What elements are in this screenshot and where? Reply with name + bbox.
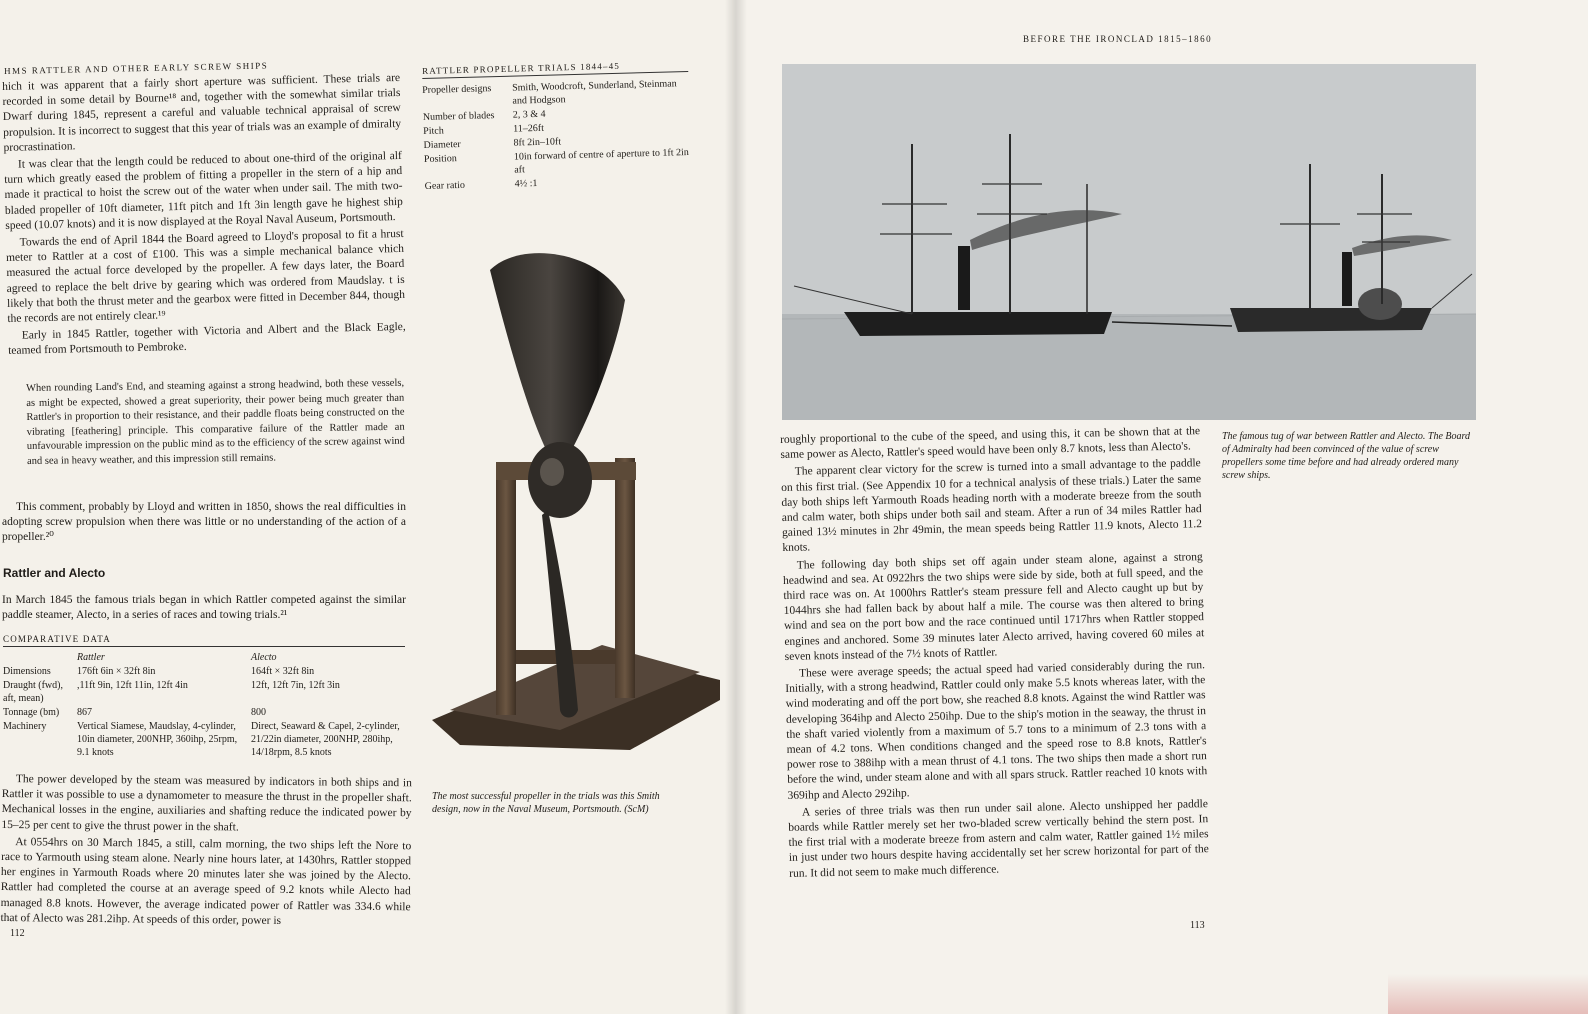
col-header-alecto: Alecto	[251, 652, 277, 663]
col-header-rattler: Rattler	[77, 652, 105, 663]
paragraph: These were average speeds; the actual speed had varied considerably during the run. Initially, with a strong headwind, Rattler could only make 5.5 knots whereas later, with the wind moderating and off the port bow, she reached 8.8 knots. Against the wind Rattler was developing 364ihp and Alecto 250ihp. Due to the ship's motion in the seaway, the thrust in the shaft varied violently from a maximum of 5.7 tons to a minimum of 2.3 tons with a mean of 4.2 tons. When conditions changed and the speed rose to 8.8 knots, Rattler's power rose to 388ihp with a mean thrust of 4.1 tons. The two ships then made a short run before the wind, under steam alone and with all spars struck. Rattler reached 10 knots with 369ihp and Alecto 292ihp.	[785, 659, 1208, 802]
propeller-photo	[430, 240, 720, 780]
rattler-value: 867	[77, 707, 92, 718]
right-page-number: 113	[1190, 920, 1205, 931]
row-value: 10in forward of centre of aperture to 1ft 2in aft	[513, 147, 689, 176]
table-row	[3, 706, 409, 720]
paragraph: Towards the end of April 1844 the Board agreed to Lloyd's proposal to fit a hrust meter to Rattler at a cost of £100. This was a simple mechanical balance vhich measured the actual force developed by the propeller. A few days later, the Board agreed to replace the belt drive by gearing which was ordered from Maudslay. t is likely that both the thrust meter and the gearbox were fitted in December 844, though the records are not entirely clear.¹⁹	[5, 227, 406, 325]
plate-caption: The famous tug of war between Rattler and Alecto. The Board of Admiralty had been convinced of the value of screw propellers some time before and had already ordered many screw ships.	[1222, 431, 1471, 481]
book-gutter	[725, 0, 747, 1014]
paragraph: The following day both ships set off again under steam alone, against a strong headwind and sea. At 0922hrs the two ships were side by side, both at full speed, and the third race was on. At 1000hrs Rattler's steam pressure fell and Alecto caught up but by 1044hrs she had fallen back by about half a mile. The course was then altered to bring wind and sea on the port bow and the race continued until 1717hrs when Rattler stopped engines and anchored. Some 39 minutes later Alecto arrived, having covered 60 miles at seven knots instead of the 7½ knots of Rattler.	[782, 550, 1205, 663]
row-value: 11–26ft	[513, 122, 545, 135]
rattler-value: Vertical Siamese, Maudslay, 4-cylinder, 10in diameter, 200NHP, 360ihp, 25rpm, 9.1 knots	[77, 721, 238, 758]
paragraph: In March 1845 the famous trials began in which Rattler competed against the similar paddle steamer, Alecto, in a series of races and towing trials.²¹	[2, 594, 406, 622]
paragraph: This comment, probably by Lloyd and written in 1850, shows the real difficulties in adopting screw propulsion when there was little or no understanding of the action of a propeller.²⁰	[2, 501, 406, 544]
propeller-caption: The most successful propeller in the trials was this Smith design, now in the Naval Museum, Portsmouth. (ScM)	[432, 791, 660, 815]
row-label: Tonnage (bm)	[3, 707, 60, 718]
alecto-value: 800	[251, 707, 266, 718]
left-bottom-text	[0, 772, 412, 932]
page-edge-tint	[1388, 974, 1588, 1014]
row-value: 8ft 2in–10ft	[513, 136, 562, 149]
ships-plate	[782, 64, 1476, 420]
left-page-number: 112	[10, 928, 25, 939]
paragraph: The power developed by the steam was measured by indicators in both ships and in Rattler it was possible to use a dynamometer to measure the thrust in the propeller shaft. Mechanical losses in the engine, auxiliaries and shafting reduce the indicated power by 15–25 per cent to give the thrust power in the shaft.	[1, 773, 412, 834]
alecto-value: 164ft × 32ft 8in	[251, 666, 315, 677]
alecto-value: 12ft, 12ft 7in, 12ft 3in	[251, 680, 340, 691]
right-body-text	[780, 424, 1209, 884]
row-label: Draught (fwd), aft, mean)	[3, 680, 63, 704]
left-running-head: HMS RATTLER AND OTHER EARLY SCREW SHIPS	[4, 60, 269, 76]
comparative-data-table	[3, 651, 409, 760]
table-row	[3, 665, 409, 679]
paragraph: It was clear that the length could be reduced to about one-third of the original alf turn which greatly eased the problem of fitting a propeller in the stern of a hip and made it practical to hoist the screw out of the water when under sail. The mith two-bladed propeller of 10ft diameter, 11ft pitch and 1ft 3in length gave he highest ship speed (10.07 knots) and it is now displayed at the Royal Naval Auseum, Portsmouth.	[4, 149, 403, 232]
rattler-value: 176ft 6in × 32ft 8in	[77, 666, 156, 677]
row-value: Smith, Woodcroft, Sunderland, Steinman and Hodgson	[511, 78, 677, 107]
row-label: Number of blades	[422, 110, 495, 123]
paragraph: A series of three trials was then run under sail alone. Alecto unshipped her paddle boards while Rattler merely set her two-bladed screw vertically behind the stern post. In the first trial with a moderate breeze from astern and calm water, Rattler gained 1½ miles in just under two hours despite having accidentally set her screw horizontal for part of the run. It did not seem to make much difference.	[788, 797, 1209, 880]
paragraph: The apparent clear victory for the screw is turned into a small advantage to the paddle on this first trial. (See Appendix 10 for a technical analysis of these trials.) Later the same day both ships left Yarmouth Roads heading north with a moderate breeze from the south and calm water, both ships under both sail and steam. After a run of 34 miles Rattler had gained 13½ minutes in 2hr 49min, the mean speeds being Rattler 11.9 knots, Alecto 11.2 knots.	[781, 457, 1203, 555]
row-label: Position	[423, 153, 457, 165]
alecto-value: Direct, Seaward & Capel, 2-cylinder, 21/22in diameter, 200NHP, 280ihp, 14/18rpm, 8.5 knots	[251, 721, 400, 758]
comparative-data-title: COMPARATIVE DATA	[3, 634, 405, 647]
table-row	[3, 679, 409, 706]
trials-table	[422, 77, 695, 194]
row-label: Pitch	[423, 125, 444, 137]
table-row	[3, 720, 409, 760]
block-quote: When rounding Land's End, and steaming against a strong headwind, both these vessels, as might be expected, showed a great superiority, their power being much greater than Rattler's in proportion to their resistance, and their paddle floats being constructed on the vibrating [feathering] principle. This comparative failure of the Rattler made an unfavourable impression on the public mind as to the efficiency of the screw against wind and sea in heavy weather, and this impression still remains.	[26, 377, 405, 467]
row-label: Gear ratio	[424, 179, 466, 192]
paragraph: hich it was apparent that a fairly short aperture was sufficient. These trials are recorded in some detail by Bourne¹⁸ and, together with the somewhat similar trials Dwarf during 1845, represent a careful and valuable technical appraisal of screw propulsion. It is incorrect to suggest that this year of trials was an example of dmiralty procrastination.	[2, 71, 402, 154]
row-label: Diameter	[423, 139, 461, 151]
section-heading: Rattler and Alecto	[3, 566, 106, 580]
trials-table-title: RATTLER PROPELLER TRIALS 1844–45	[422, 59, 688, 79]
paragraph: At 0554hrs on 30 March 1845, a still, calm morning, the two ships left the Nore to race to Yarmouth using steam alone. Nearly nine hours later, at 1430hrs, Rattler stopped her engines in Yarmouth Roads where 20 minutes later she was joined by the Alecto. Rattler had completed the course at an average speed of 9.2 knots while Alecto had managed 8.8 knots. However, the average indicated power of Rattler was 334.6 while that of Alecto was 281.2ihp. At speeds of this order, power is	[0, 835, 412, 927]
paragraph: roughly proportional to the cube of the speed, and using this, it can be shown that at the same power as Alecto, Rattler's speed would have been only 8.7 knots, less than Alecto's.	[780, 425, 1201, 462]
right-running-head: BEFORE THE IRONCLAD 1815–1860	[1023, 34, 1213, 44]
row-value: 4½ :1	[514, 178, 538, 190]
row-value: 2, 3 & 4	[512, 108, 546, 121]
rattler-value: ,11ft 9in, 12ft 11in, 12ft 4in	[77, 680, 188, 691]
row-label: Dimensions	[3, 666, 51, 677]
paragraph: Early in 1845 Rattler, together with Victoria and Albert and the Black Eagle, teamed from Portsmouth to Pembroke.	[8, 321, 406, 358]
row-label: Machinery	[3, 721, 47, 732]
left-top-text	[2, 71, 406, 362]
after-quote-text	[2, 500, 406, 548]
row-label: Propeller designs	[422, 83, 492, 96]
left-page	[0, 0, 735, 1014]
heading-paragraph	[2, 593, 406, 625]
